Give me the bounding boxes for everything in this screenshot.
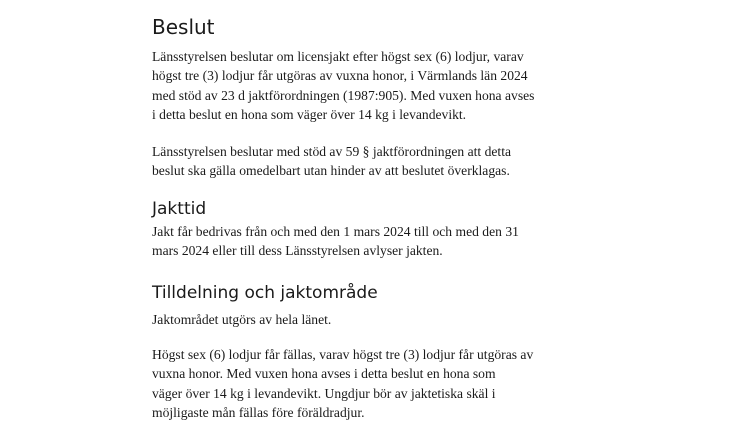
heading-beslut: Beslut <box>152 15 215 39</box>
heading-tilldelning: Tilldelning och jaktområde <box>152 283 378 303</box>
text-line: vuxna honor. Med vuxen hona avses i detta beslut en hona som <box>152 366 496 382</box>
text-line: i detta beslut en hona som väger över 14 kg i levandevikt. <box>152 107 467 123</box>
text-line: Länsstyrelsen beslutar om licensjakt efter högst sex (6) lodjur, varav <box>152 49 524 64</box>
text-line: beslut ska gälla omedelbart utan hinder av att beslutet överklagas. <box>152 163 510 179</box>
text-line: väger över 14 kg i levandevikt. Ungdjur bör av jaktetiska skäl i <box>152 385 496 401</box>
text-line: möjligaste mån fällas före föräldradjur. <box>152 405 365 421</box>
text-line: Jakt får bedrivas från och med den 1 mars 2024 till och med den 31 <box>152 224 519 239</box>
paragraph-jakttid <box>152 222 612 261</box>
paragraph-tilldelning-1 <box>152 310 612 329</box>
text-line: Jaktområdet utgörs av hela länet. <box>152 312 332 327</box>
text-line: Länsstyrelsen beslutar med stöd av 59 § jaktförordningen att detta <box>152 144 512 159</box>
text-line: högst tre (3) lodjur får utgöras av vuxna honor, i Värmlands län 2024 <box>152 68 528 84</box>
text-line: mars 2024 eller till dess Länsstyrelsen avlyser jakten. <box>152 243 443 259</box>
text-line: Högst sex (6) lodjur får fällas, varav högst tre (3) lodjur får utgöras av <box>152 347 534 362</box>
heading-jakttid: Jakttid <box>152 199 207 219</box>
paragraph-tilldelning-2 <box>152 345 612 423</box>
text-line: med stöd av 23 d jaktförordningen (1987:905). Med vuxen hona avses <box>152 87 535 103</box>
paragraph-beslut-1 <box>152 47 612 125</box>
paragraph-beslut-2 <box>152 142 612 181</box>
